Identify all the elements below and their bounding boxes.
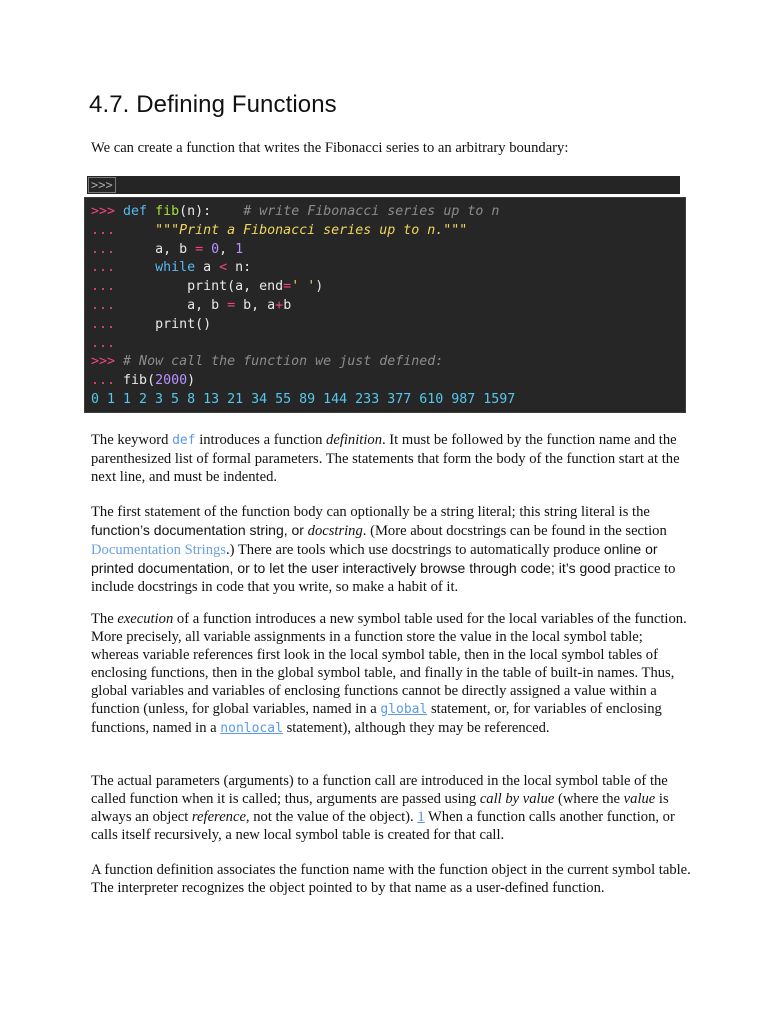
code-text: n:: [227, 260, 252, 276]
text: statement), although they may be referenced.: [282, 720, 550, 736]
text: is always an object: [91, 791, 669, 825]
global-keyword-link[interactable]: global: [380, 702, 428, 717]
text: The keyword: [91, 432, 173, 448]
code-operator: =: [195, 241, 204, 257]
code-toolbar: [87, 176, 680, 194]
emphasis: reference: [191, 809, 246, 825]
code-text: a, b: [155, 241, 196, 257]
section-heading: 4.7. Defining Functions: [89, 91, 337, 118]
paragraph-execution: [91, 610, 691, 738]
code-comment: # write Fibonacci series up to n: [243, 204, 500, 219]
code-operator: =: [283, 279, 292, 295]
emphasis: definition: [326, 432, 382, 448]
text: When a function calls another function, or calls itself recursively, a new local symbol table is created for that call.: [91, 809, 675, 843]
inline-code-def: def: [172, 433, 196, 448]
code-function-name: fib: [155, 204, 180, 219]
paragraph-arguments: [91, 772, 691, 844]
text: A function definition associates the function name with the function object in the current symbol table. The interpreter recognizes the object pointed to by that name as a user-defined function.: [91, 862, 691, 896]
code-docstring: """Print a Fibonacci series up to n.""": [155, 222, 468, 238]
text: . (More about docstrings can be found in the section: [362, 523, 667, 539]
code-text: ): [315, 279, 324, 295]
code-continuation: ...: [91, 297, 116, 313]
code-text: b, a: [235, 297, 276, 313]
text: , not the value of the object).: [245, 809, 418, 825]
code-string: ' ': [291, 279, 316, 295]
code-number: 0: [211, 241, 220, 257]
text: online or printed documentation, or to let the user interactively browse through code; it’s good: [91, 541, 658, 576]
code-text: print(): [155, 316, 212, 332]
text: .) There are tools which use docstrings to automatically produce: [225, 542, 604, 558]
emphasis: call by value: [479, 791, 555, 807]
code-prompt: >>>: [91, 204, 116, 219]
code-text: fib(: [123, 373, 156, 389]
text: of a function introduces a new symbol table used for the local variables of the function. More precisely, all variable assignments in a function store the value in the local symbol table; whereas variable references first look in the local symbol table, then in the local symbol tables of enclosing functions, then in the global symbol table, and finally in the table of built-in names. Thus, global variables and variables of enclosing functions cannot be directly assigned a value within a function (unless, for global variables, named in a: [91, 611, 687, 717]
text: The actual parameters (arguments) to a function call are introduced in the local symbol table of the called function when it is called; thus, arguments are passed using: [91, 773, 668, 807]
footnote-link[interactable]: 1: [417, 809, 425, 825]
emphasis: docstring: [307, 523, 363, 539]
code-text: ): [187, 373, 196, 389]
emphasis: execution: [117, 611, 174, 627]
code-number: 1: [235, 241, 244, 257]
code-keyword: def: [123, 204, 148, 219]
text: The first statement of the function body can optionally be a string literal; this string literal is the: [91, 504, 650, 520]
code-continuation: ...: [91, 241, 116, 257]
text: (where the: [554, 791, 624, 807]
code-keyword: while: [155, 260, 196, 276]
code-continuation: ...: [91, 373, 116, 389]
toggle-prompts-button[interactable]: >>>: [88, 177, 116, 193]
nonlocal-keyword-link[interactable]: nonlocal: [220, 721, 283, 736]
text: . It must be followed by the function name and the parenthesized list of formal parameters. The statements that form the body of the function start at the next line, and must be indented.: [91, 432, 680, 485]
paragraph-definition: [91, 861, 691, 897]
code-continuation: ...: [91, 260, 116, 276]
code-text: a, b: [187, 297, 228, 313]
code-text: a: [195, 260, 220, 276]
code-text: (n):: [179, 204, 212, 219]
code-operator: +: [275, 297, 284, 313]
code-continuation: ...: [91, 316, 116, 332]
code-block: [84, 197, 686, 413]
code-continuation: ...: [91, 335, 116, 351]
documentation-strings-link[interactable]: Documentation Strings: [91, 542, 226, 558]
text: statement, or, for variables of enclosing functions, named in a: [91, 701, 662, 736]
code-number: 2000: [155, 373, 188, 389]
text: function’s documentation string, or: [91, 522, 304, 538]
emphasis: value: [623, 791, 656, 807]
text: practice to include docstrings in code that you write, so make a habit of it.: [91, 561, 676, 595]
code-text: print(a, end: [187, 279, 284, 295]
code-continuation: ...: [91, 222, 116, 238]
code-operator: =: [227, 297, 236, 313]
code-listing: >>> def fib(n): # write Fibonacci series up to n ... """Print a Fibonacci series up to n.""" ... a, b = 0, 1 ... while a < n: ... print(a, end=' ') ... a, b = b, a+b ... print() ... >>> # Now call the function we just defined: ... fib(2000) 0 1 1 2 3 5 8 13 21 34 55 89 144 233 377 610 987 1597: [91, 204, 516, 407]
code-operator: <: [219, 260, 228, 276]
code-text: b: [283, 297, 292, 313]
text: introduces a function: [195, 432, 327, 448]
code-comment: # Now call the function we just defined:: [123, 354, 444, 370]
text: The: [91, 611, 118, 627]
intro-paragraph: We can create a function that writes the Fibonacci series to an arbitrary boundary:: [91, 140, 569, 156]
code-output: 0 1 1 2 3 5 8 13 21 34 55 89 144 233 377 610 987 1597: [91, 391, 516, 407]
paragraph-def-keyword: [91, 431, 691, 486]
code-prompt: >>>: [91, 354, 116, 370]
code-continuation: ...: [91, 279, 116, 295]
paragraph-docstring: [91, 503, 691, 596]
